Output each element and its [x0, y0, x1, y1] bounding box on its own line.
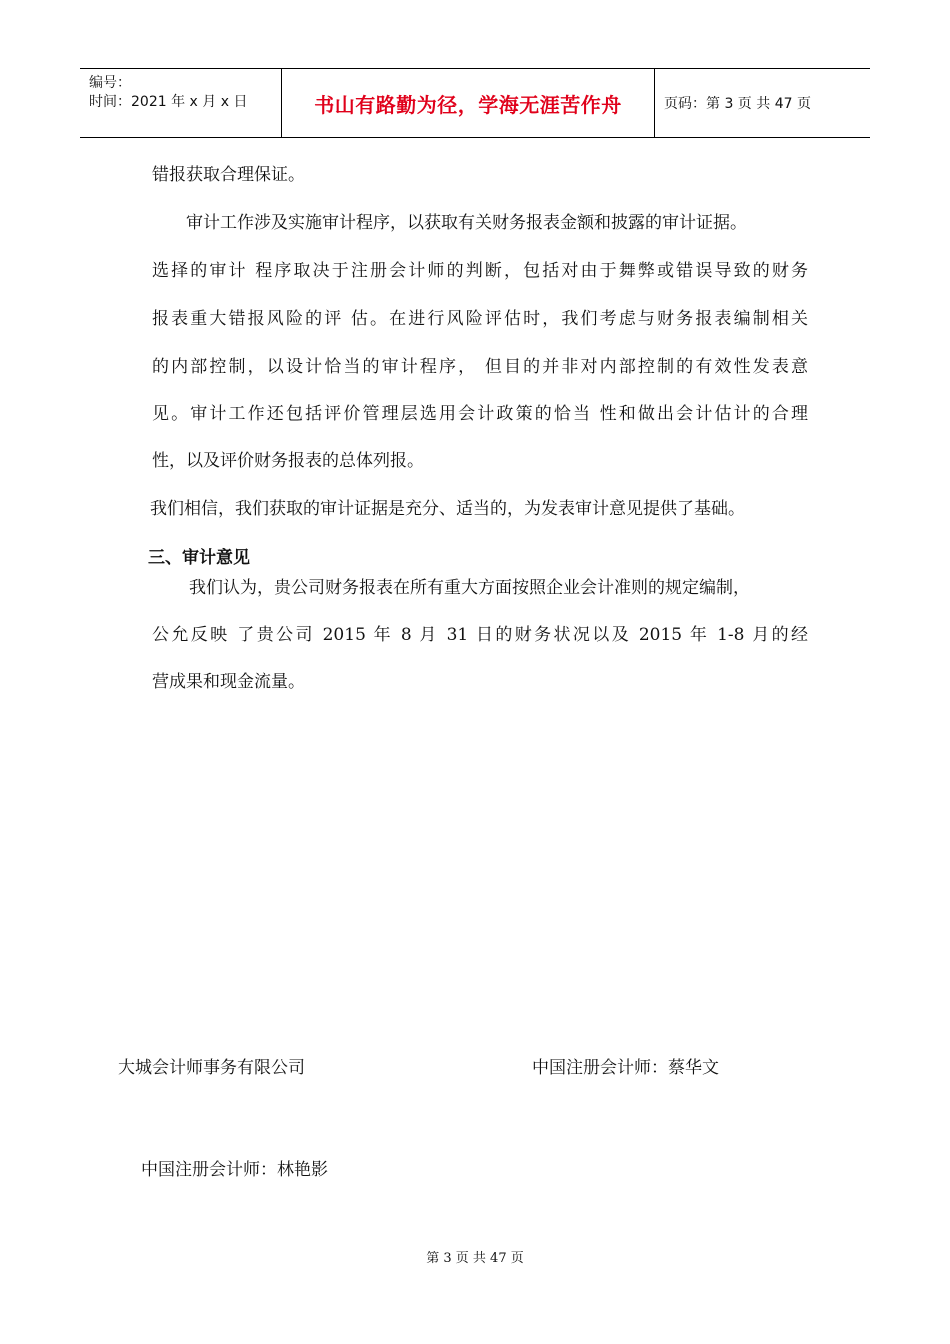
body-line: 选择的审计 程序取决于注册会计师的判断，包括对由于舞弊或错误导致的财务: [152, 261, 808, 281]
opinion-line: 我们认为，贵公司财务报表在所有重大方面按照企业会计准则的规定编制，: [189, 578, 750, 598]
cpa-signature-2: 中国注册会计师：林艳影: [141, 1160, 328, 1180]
opinion-line: 营成果和现金流量。: [152, 672, 305, 692]
page-footer: 第 3 页 共 47 页: [426, 1251, 524, 1266]
body-line: 见。审计工作还包括评价管理层选用会计政策的恰当 性和做出会计估计的合理: [152, 404, 808, 424]
body-line: 错报获取合理保证。: [152, 165, 305, 185]
header-page-cell: [655, 69, 870, 137]
body-line: 审计工作涉及实施审计程序，以获取有关财务报表金额和披露的审计证据。: [186, 213, 747, 233]
opinion-line: 公允反映 了贵公司 2015 年 8 月 31 日的财务状况以及 2015 年 1-8 月的经: [152, 625, 808, 645]
page-info: 页码：第 3 页 共 47 页: [664, 96, 811, 112]
body-line: 性，以及评价财务报表的总体列报。: [152, 451, 424, 471]
motto-text: 书山有路勤为径，学海无涯苦作舟: [314, 92, 622, 117]
number-label: 编号：: [89, 75, 131, 91]
header-motto-cell: [282, 69, 655, 137]
body-line: 的内部控制，以设计恰当的审计程序， 但目的并非对内部控制的有效性发表意: [152, 357, 808, 377]
header-meta-cell: [80, 69, 282, 137]
section-heading: 三、审计意见: [148, 548, 250, 568]
document-header: [80, 68, 870, 138]
firm-name: 大城会计师事务有限公司: [118, 1058, 305, 1078]
body-line: 我们相信，我们获取的审计证据是充分、适当的，为发表审计意见提供了基础。: [150, 499, 745, 519]
body-line: 报表重大错报风险的评 估。在进行风险评估时，我们考虑与财务报表编制相关: [152, 309, 808, 329]
date-label: 时间：2021 年 x 月 x 日: [89, 94, 248, 110]
cpa-signature-1: 中国注册会计师：蔡华文: [532, 1058, 719, 1078]
